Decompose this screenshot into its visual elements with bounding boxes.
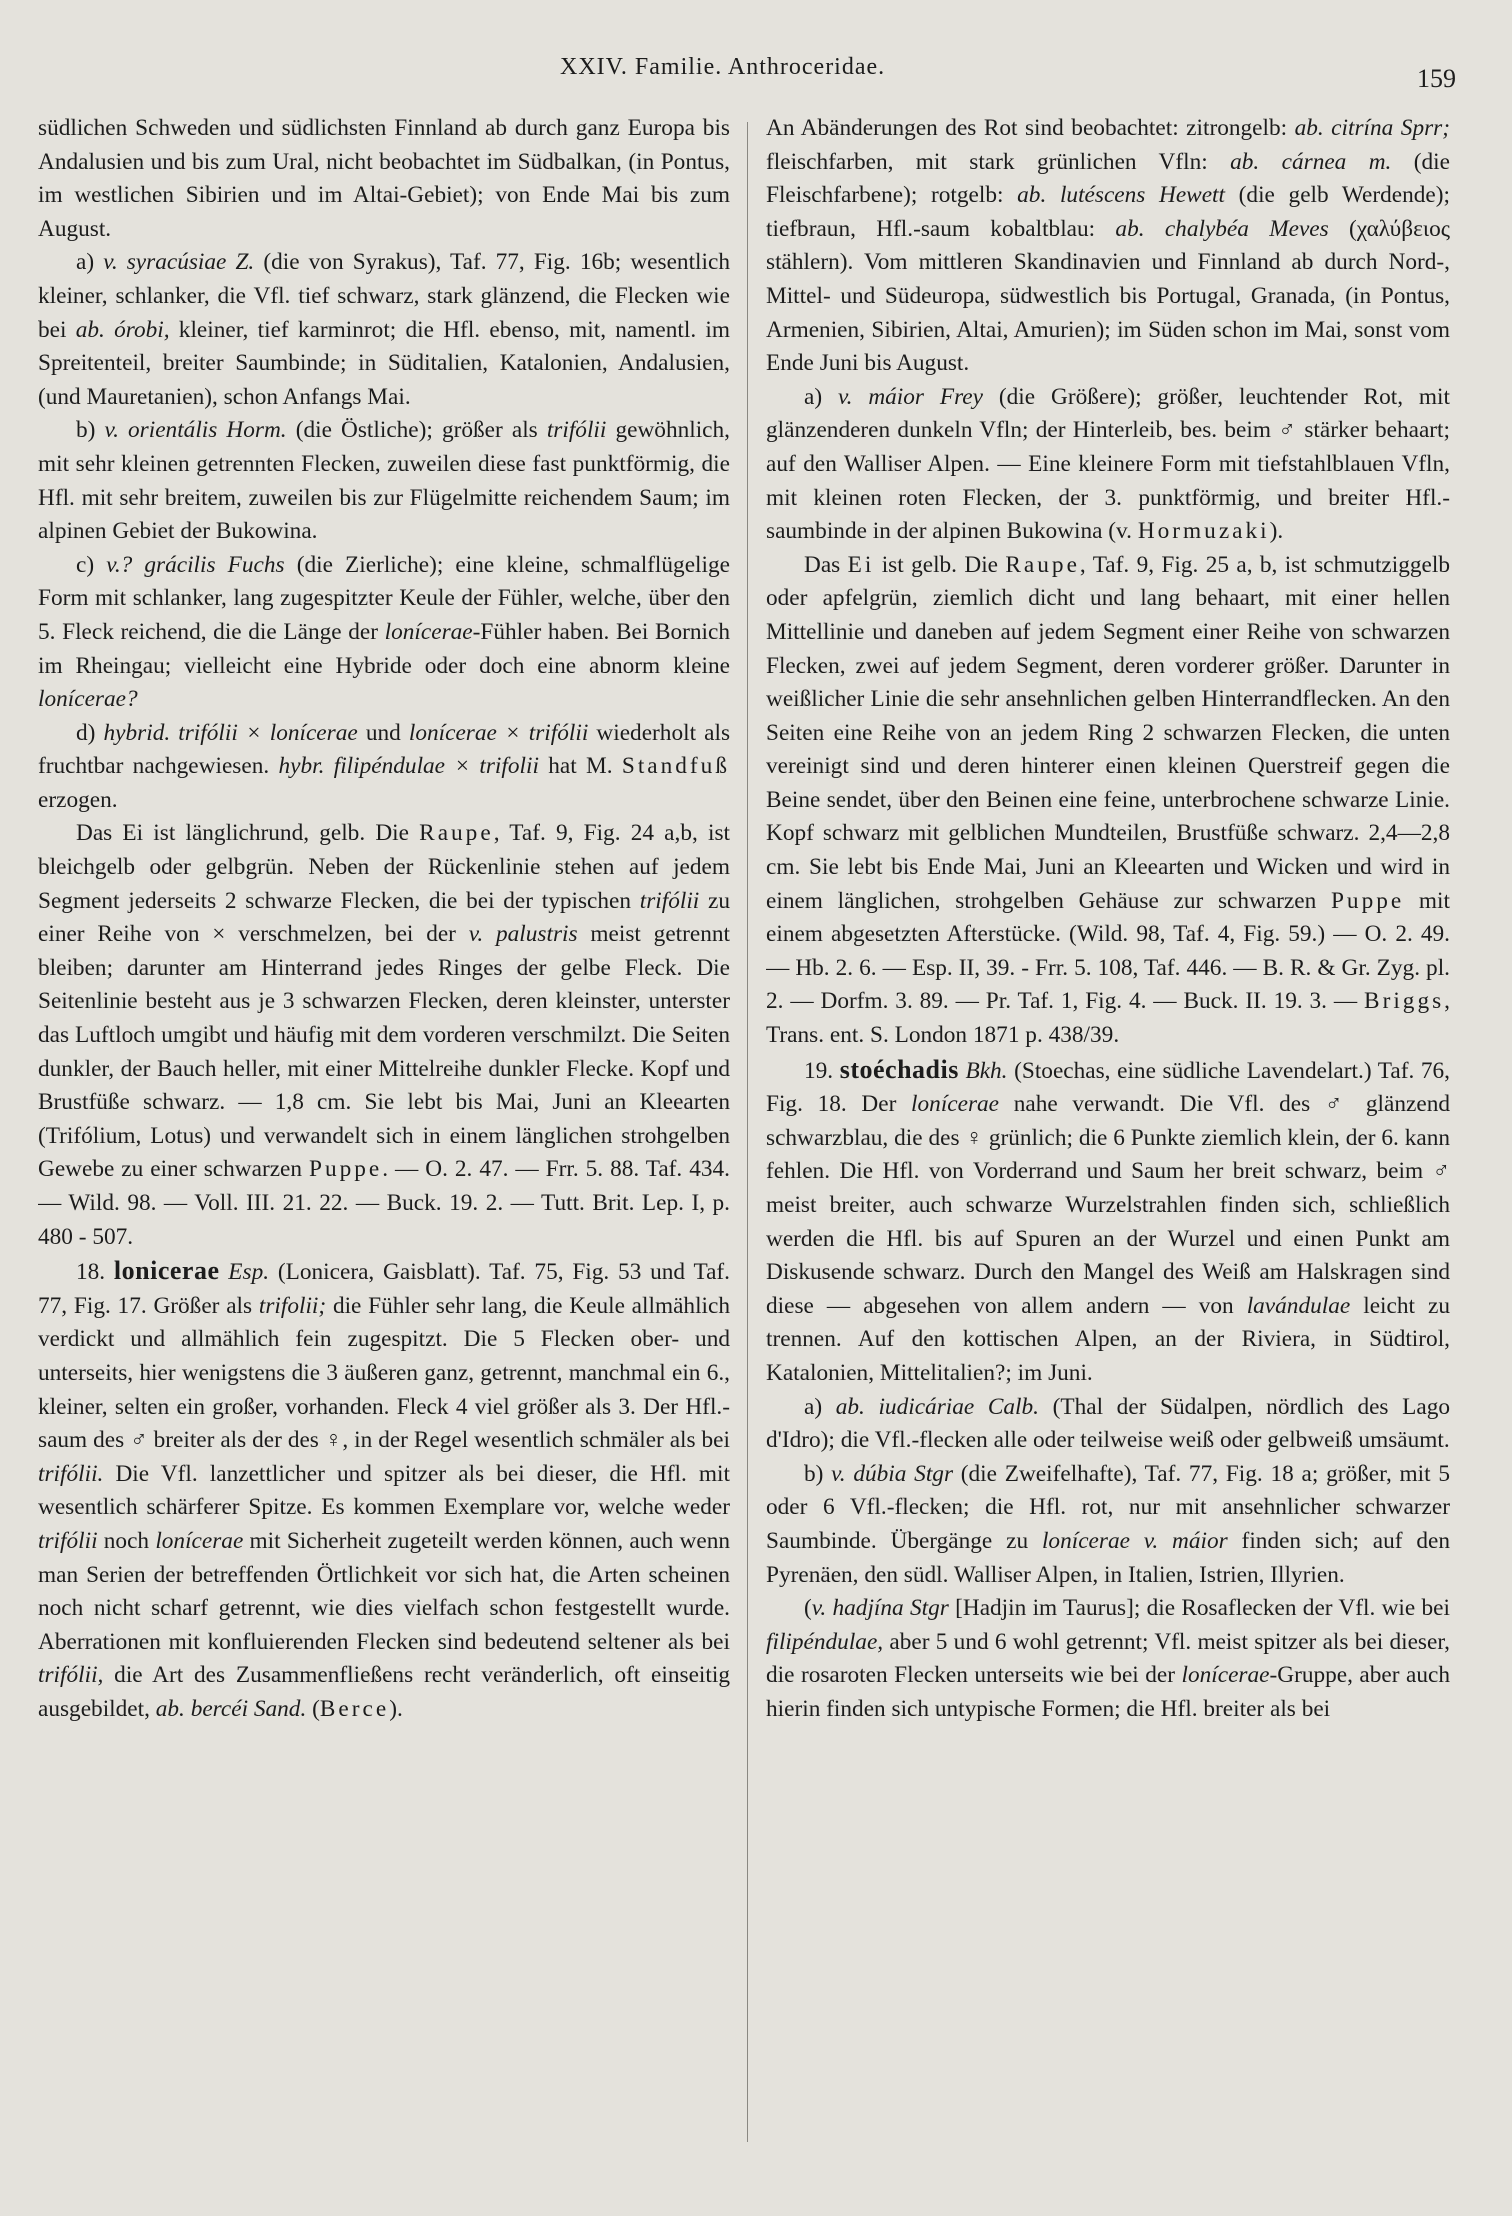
variety-hadjina: (v. hadjína Stgr [Hadjin im Taurus]; die Rosaflecken der Vfl. wie bei filipéndulae, aber 5 und 6 wohl getrennt; Vfl. meist spitzer als bei dieser, die rosaroten Flecken unterseits wie bei der lonícerae-Gruppe, aber auch hierin finden sich untypische Formen; die Hfl. breiter als bei [766,1595,1450,1722]
running-title: XXIV. Familie. Anthroceridae. [560,54,886,80]
larva-description-trifolii: Das Ei ist länglichrund, gelb. Die Raupe, Taf. 9, Fig. 24 a,b, ist bleichgelb oder gelbgrün. Neben der Rückenlinie stehen auf jedem Segment jederseits 2 schwarze Flecken, die bei der typischen trifólii zu einer Reihe von × verschmelzen, bei der v. palustris meist getrennt bleiben; darunter am Hinterrand jedes Ringes der gelbe Fleck. Die Seitenlinie besteht aus je 3 schwarzen Flecken, deren kleinster, unterster das Luftloch umgibt und häufig mit dem vorderen verschmilzt. Die Seiten dunkler, der Bauch heller, mit einer Mittelreihe dunkler Flecke. Kopf und Brustfüße schwarz. — 1,8 cm. Sie lebt bis Mai, Juni an Kleearten (Trifólium, Lotus) und verwandelt sich in einem länglichen strohgelben Gewebe zu einer schwarzen Puppe. — O. 2. 47. — Frr. 5. 88. Taf. 434. — Wild. 98. — Voll. III. 21. 22. — Buck. 19. 2. — Tutt. Brit. Lep. I, p. 480 - 507. [38,820,730,1250]
page-number: 159 [1417,64,1456,93]
variety-maior: a) v. máior Frey (die Größere); größer, leuchtender Rot, mit glänzenderen dunkeln Vfln; der Hinterleib, bes. beim ♂ stärker behaart; auf den Walliser Alpen. — Eine kleinere Form mit tiefstahlblauen Vfln, mit kleinen roten Flecken, der 3. punktförmig, und breiter Hfl.-saumbinde in der alpinen Bukowina (v. Hormuzaki). [766,383,1450,545]
variety-gracilis: c) v.? grácilis Fuchs (die Zierliche); eine kleine, schmalflügelige Form mit schlanker, lang zugespitzter Keule der Fühler, welche, über den 5. Fleck reichend, die die Länge der lonícerae-Fühler haben. Bei Bornich im Rheingau; vielleicht eine Hybride oder doch eine abnorm kleine lonícerae? [38,551,730,713]
variety-syracusiae: a) v. syracúsiae Z. (die von Syrakus), Taf. 77, Fig. 16b; wesentlich kleiner, schlanker, die Vfl. tief schwarz, stark glänzend, die Flecken wie bei ab. órobi, kleiner, tief karminrot; die Hfl. ebenso, mit, namentl. im Spreitenteil, breiter Saumbinde; in Süditalien, Katalonien, Andalusien, (und Mauretanien), schon Anfangs Mai. [38,249,730,410]
left-column [38,112,730,2172]
paragraph-continued: südlichen Schweden und südlichsten Finnland ab durch ganz Europa bis Andalusien und bis zum Ural, nicht beobachtet im Südbalkan, (in Pontus, im westlichen Sibirien und im Altai-Gebiet); von Ende Mai bis zum August. [38,115,730,242]
variety-orientalis: b) v. orientális Horm. (die Östliche); größer als trifólii gewöhnlich, mit sehr kleinen getrennten Flecken, zuweilen diese fast punktförmig, die Hfl. mit sehr breitem, zuweilen bis zur Flügelmitte reichendem Saum; im alpinen Gebiet der Bukowina. [38,417,730,545]
aberrations-paragraph: An Abänderungen des Rot sind beobachtet: zitrongelb: ab. citrína Sprr; fleischfarben, mit stark grünlichen Vfln: ab. cárnea m. (die Fleischfarbene); rotgelb: ab. lutéscens Hewett (die gelb Werdende); tiefbraun, Hfl.-saum kobaltblau: ab. chalybéa Meves (χαλύβειος stählern). Vom mittleren Skandinavien und Finnland ab durch Nord-, Mittel- und Südeuropa, südwestlich bis Portugal, Granada, (in Pontus, Armenien, Sibirien, Altai, Amurien); im Süden schon im Mai, sonst vom Ende Juni bis August. [766,115,1450,377]
aberration-iudicariae: a) ab. iudicáriae Calb. (Thal der Südalpen, nördlich des Lago d'Idro); die Vfl.-flecken alle oder teilweise weiß oder gelbweiß umsäumt. [766,1393,1450,1454]
larva-description-lonicerae: Das Ei ist gelb. Die Raupe, Taf. 9, Fig. 25 a, b, ist schmutziggelb oder apfelgrün, ziemlich dicht und lang behaart, mit einer hellen Mittellinie und daneben auf jedem Segment einer Reihe von schwarzen Flecken, zwei auf jedem Segment, deren vorderer größer. Darunter in weißlicher Linie die sehr ansehnlichen gelben Hinterrandflecken. An den Seiten eine Reihe von an jedem Ring 2 schwarzen Flecken, die unten vereinigt sind und deren hinterer einen kleinen Querstreif gegen die Beine sendet, über den Beinen eine feine, unterbrochene schwarze Linie. Kopf schwarz mit gelblichen Mundteilen, Brustfüße schwarz. 2,4—2,8 cm. Sie lebt bis Ende Mai, Juni an Kleearten und Wicken und wird in einem länglichen, strohgelben Gehäuse zur schwarzen Puppe mit einem abgesetzten Afterstücke. (Wild. 98, Taf. 4, Fig. 59.) — O. 2. 49. — Hb. 2. 6. — Esp. II, 39. - Frr. 5. 108, Taf. 446. — B. R. & Gr. Zyg. pl. 2. — Dorfm. 3. 89. — Pr. Taf. 1, Fig. 4. — Buck. II. 19. 3. — Briggs, Trans. ent. S. London 1871 p. 438/39. [766,551,1450,1049]
hybrids-paragraph: d) hybrid. trifólii × lonícerae und lonícerae × trifólii wiederholt als fruchtbar nachgewiesen. hybr. filipéndulae × trifolii hat M. Standfuß erzogen. [38,719,730,813]
species-entry-lonicerae: 18. lonicerae Esp. (Lonicera, Gaisblatt). Taf. 75, Fig. 53 und Taf. 77, Fig. 17. Größer als trifolii; die Fühler sehr lang, die Keule allmählich verdickt und allmählich fein zugespitzt. Die 5 Flecken ober- und unterseits, hier wenigstens die 3 äußeren ganz, getrennt, manchmal ein 6., kleiner, selten ein großer, vorhanden. Fleck 4 viel größer als 3. Der Hfl.-saum des ♂ breiter als der des ♀, in der Regel wesentlich schmäler als bei trifólii. Die Vfl. lanzettlicher und spitzer als bei dieser, die Hfl. mit wesentlich schärferer Spitze. Es kommen Exemplare vor, welche weder trifólii noch lonícerae mit Sicherheit zugeteilt werden können, auch wenn man Serien der betreffenden Örtlichkeit vor sich hat, die Arten scheinen noch nicht scharf getrennt, wie dies vielfach schon festgestellt wurde. Aberrationen mit konfluierenden Flecken sind bedeutend seltener als bei trifólii, die Art des Zusammenfließens recht veränderlich, oft einseitig ausgebildet, ab. bercéi Sand. (Berce). [38,1256,730,1722]
column-divider [747,122,748,2142]
right-column [766,112,1450,2172]
page-header [0,54,1512,94]
species-entry-stoechadis: 19. stoéchadis Bkh. (Stoechas, eine südliche Lavendelart.) Taf. 76, Fig. 18. Der lonícerae nahe verwandt. Die Vfl. des ♂ glänzend schwarzblau, die des ♀ grünlich; die 6 Punkte ziemlich klein, der 6. kann fehlen. Die Hfl. von Vorderrand und Saum her breit schwarz, beim ♂ meist breiter, auch schwarze Wurzelstrahlen finden sich, schließlich werden die Hfl. bis auf Spuren an der Wurzel und einen Punkt am Diskusende schwarz. Durch den Mangel des Weiß am Halskragen sind diese — abgesehen von allem andern — von lavándulae leicht zu trennen. Auf den kottischen Alpen, an der Riviera, in Südtirol, Katalonien, Mittelitalien?; im Juni. [766,1054,1450,1386]
variety-dubia: b) v. dúbia Stgr (die Zweifelhafte), Taf. 77, Fig. 18 a; größer, mit 5 oder 6 Vfl.-flecken; die Hfl. rot, nur mit ansehnlicher schwarzer Saumbinde. Übergänge zu lonícerae v. máior finden sich; auf den Pyrenäen, den südl. Walliser Alpen, in Italien, Istrien, Illyrien. [766,1460,1450,1588]
